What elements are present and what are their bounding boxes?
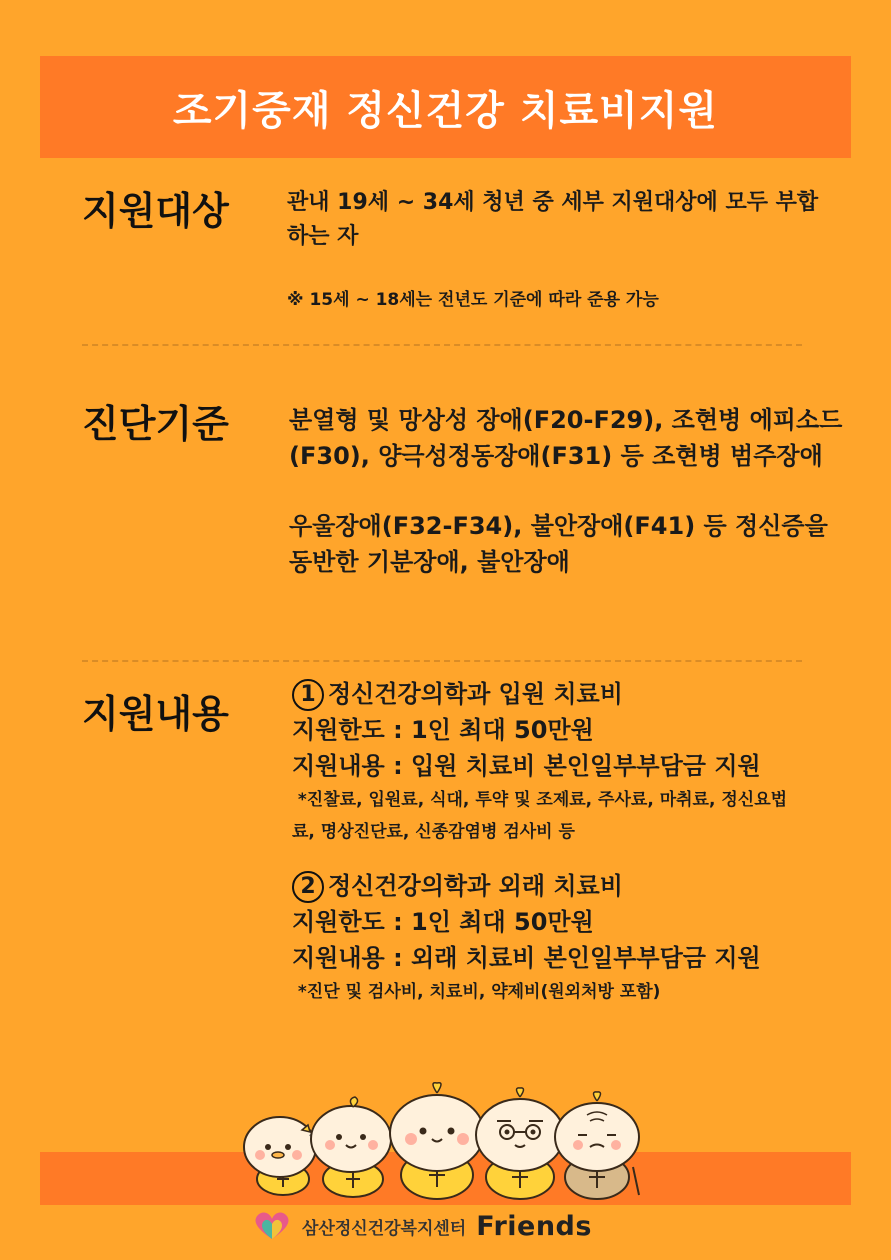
support-item-title-text: 정신건강의학과 입원 치료비 <box>328 680 623 708</box>
support-item-title <box>292 676 842 712</box>
section-label-target: 지원대상 <box>82 189 229 233</box>
support-item-1 <box>292 676 842 848</box>
section-body-criteria <box>289 402 844 580</box>
characters-illustration <box>235 1075 655 1200</box>
target-line-1: 관내 19세 ~ 34세 청년 중 세부 지원대상에 모두 부합 <box>287 190 819 215</box>
heart-logo-icon <box>252 1211 292 1241</box>
support-item-detail: 지원내용 : 입원 치료비 본인일부부담금 지원 <box>292 752 761 780</box>
support-item-limit: 지원한도 : 1인 최대 50만원 <box>292 716 594 744</box>
footer-logo <box>252 1208 592 1244</box>
section-divider <box>82 344 802 346</box>
support-item-2 <box>292 868 842 1008</box>
support-item-note-line-1: *진단 및 검사비, 치료비, 약제비(원외처방 포함) <box>292 982 661 1002</box>
criteria-p1-line-1: 분열형 및 망상성 장애(F20-F29), 조현병 에피소드 <box>289 406 843 434</box>
center-name: 삼산정신건강복지센터 <box>302 1218 467 1239</box>
circled-number: 1 <box>292 679 324 711</box>
criteria-p2-line-1: 우울장애(F32-F34), 불안장애(F41) 등 정신증을 <box>289 512 828 540</box>
support-item-detail: 지원내용 : 외래 치료비 본인일부부담금 지원 <box>292 944 761 972</box>
page-title: 조기중재 정신건강 치료비지원 <box>172 87 719 134</box>
support-item-note-line-2: 료, 명상진단료, 신종감염병 검사비 등 <box>292 822 575 842</box>
character-headphones <box>311 1097 391 1197</box>
criteria-p2-line-2: 동반한 기분장애, 불안장애 <box>289 548 570 576</box>
support-item-note-line-1: *진찰료, 입원료, 식대, 투약 및 조제료, 주사료, 마취료, 정신요법 <box>292 790 788 810</box>
circled-number: 2 <box>292 871 324 903</box>
section-body-content <box>292 676 842 1008</box>
target-note: ※ 15세 ~ 18세는 전년도 기준에 따라 준용 가능 <box>287 290 659 310</box>
support-item-limit: 지원한도 : 1인 최대 50만원 <box>292 908 594 936</box>
section-label-criteria: 진단기준 <box>82 402 229 446</box>
criteria-p1-line-2: (F30), 양극성정동장애(F31) 등 조현병 범주장애 <box>289 442 823 470</box>
brand-name: Friends <box>476 1210 592 1242</box>
section-divider <box>82 660 802 662</box>
character-elder <box>555 1092 639 1199</box>
support-item-title-text: 정신건강의학과 외래 치료비 <box>328 872 623 900</box>
target-line-2: 하는 자 <box>287 224 359 249</box>
section-body-target <box>287 186 842 316</box>
support-item-title <box>292 868 842 904</box>
section-label-content: 지원내용 <box>82 692 229 736</box>
character-center <box>390 1083 484 1199</box>
character-glasses <box>476 1088 564 1199</box>
title-banner <box>40 56 851 158</box>
character-baby <box>244 1117 316 1195</box>
